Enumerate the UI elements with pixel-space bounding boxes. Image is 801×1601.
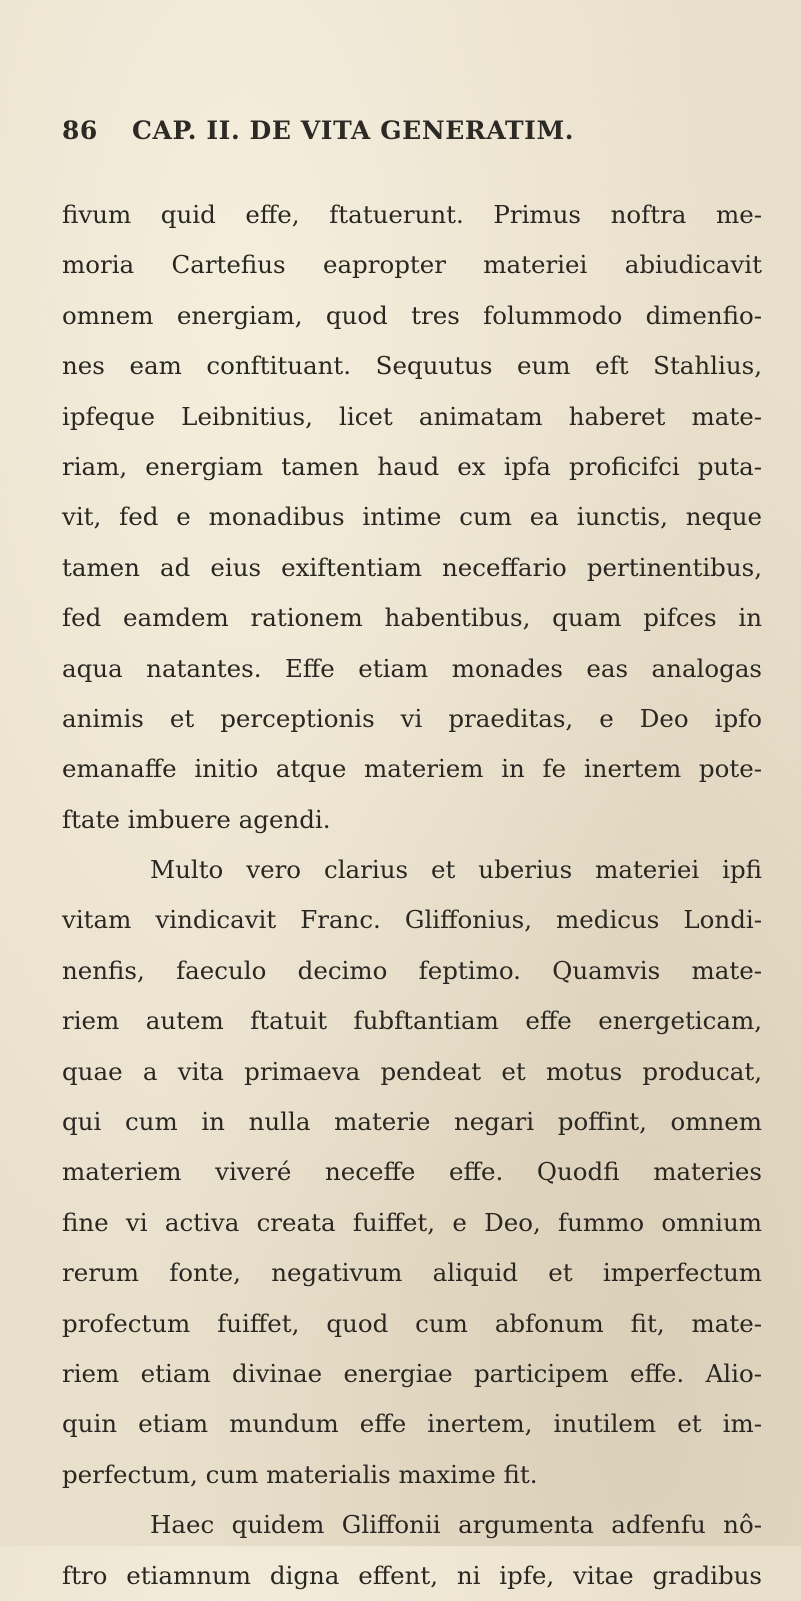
text-line: quae a vita primaeva pendeat et motus producat, [62,1056,762,1086]
text-line: materiem viveré neceffe effe. Quodfi materies [62,1157,762,1187]
text-line: quin etiam mundum effe inertem, inutilem et im- [62,1409,762,1439]
text-line: perfectum, cum materialis maxime fit. [62,1459,538,1489]
text-line: moria Cartefius eapropter materiei abiudicavit [62,250,762,280]
text-line: vitam vindicavit Franc. Gliffonius, medicus Londi- [62,905,762,935]
text-line: fivum quid effe, ftatuerunt. Primus noftra me- [62,200,762,229]
text-line: ftro etiamnum digna effent, ni ipfe, vitae gradibus [62,1560,762,1590]
text-line: ipfeque Leibnitius, licet animatam haberet mate- [62,401,762,431]
text-line: Multo vero clarius et uberius materiei ipfi [150,855,762,885]
text-line: omnem energiam, quod tres folummodo dimenfio- [62,300,762,330]
text-line: aqua natantes. Effe etiam monades eas analogas [62,653,762,683]
text-line: nes eam conftituant. Sequutus eum eft Stahlius, [62,351,762,381]
page-number: 86 [62,116,98,145]
running-head [62,116,762,145]
text-line: ftate imbuere agendi. [62,804,331,834]
text-line: emanaffe initio atque materiem in fe inertem pote- [62,754,762,784]
text-line: riem etiam divinae energiae participem effe. Alio- [62,1358,762,1388]
text-line: rerum fonte, negativum aliquid et imperfectum [62,1258,762,1288]
text-line: fed eamdem rationem habentibus, quam pifces in [62,603,762,633]
body-text [62,190,782,1601]
text-line: riam, energiam tamen haud ex ipfa proficifci puta- [62,451,762,481]
text-line: fine vi activa creata fuiffet, e Deo, fummo omnium [62,1207,762,1237]
text-line: animis et perceptionis vi praeditas, e Deo ipfo [62,703,762,733]
text-line: riem autem ftatuit fubftantiam effe energeticam, [62,1006,762,1036]
text-line: nenfis, faeculo decimo feptimo. Quamvis mate- [62,955,762,985]
text-line: Haec quidem Gliffonii argumenta adfenfu nô- [150,1510,762,1540]
text-line: qui cum in nulla materie negari poffint, omnem [62,1107,762,1137]
chapter-title: CAP. II. DE VITA GENERATIM. [132,116,575,145]
text-line: tamen ad eius exiftentiam neceffario pertinentibus, [62,552,762,582]
text-line: vit, fed e monadibus intime cum ea iunctis, neque [62,502,762,532]
text-line: profectum fuiffet, quod cum abfonum fit, mate- [62,1308,762,1338]
